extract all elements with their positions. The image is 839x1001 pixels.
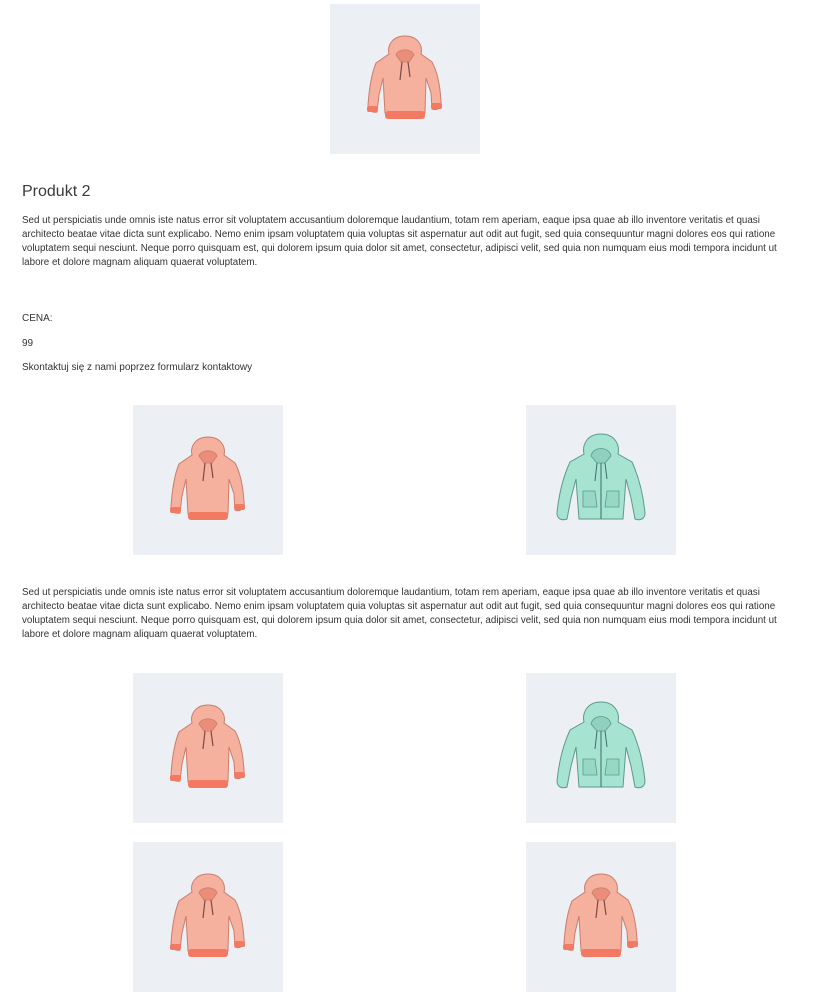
price-label: CENA: <box>22 313 53 324</box>
pink-hoodie-icon <box>168 434 248 526</box>
pink-hoodie-icon <box>561 871 641 963</box>
gallery-image <box>526 405 676 555</box>
price-value: 99 <box>22 338 34 349</box>
product-main-image <box>330 4 480 154</box>
pink-hoodie-icon <box>168 702 248 794</box>
mint-zip-hoodie-icon <box>553 699 649 797</box>
product-description: Sed ut perspiciatis unde omnis iste natus error sit voluptatem accusantium doloremque laudantium, totam rem aperiam, eaque ipsa quae ab illo inventore veritatis et quasi architecto beatae vitae dicta sunt explicabo. Nemo enim ipsam voluptatem quia voluptas sit aspernatur aut odit aut fugit, sed quia consequuntur magni dolores eos qui ratione voluptatem sequi nesciunt. Neque porro quisquam est, qui dolorem ipsum quia dolor sit amet, consectetur, adipisci velit, sed quia non numquam eius modi tempora incidunt ut labore et dolore magnam aliquam quaerat voluptatem. <box>22 215 777 268</box>
gallery-image <box>133 842 283 992</box>
gallery-image <box>133 673 283 823</box>
contact-text: Skontaktuj się z nami poprzez formularz kontaktowy <box>22 362 253 373</box>
product-description-secondary: Sed ut perspiciatis unde omnis iste natus error sit voluptatem accusantium doloremque laudantium, totam rem aperiam, eaque ipsa quae ab illo inventore veritatis et quasi architecto beatae vitae dicta sunt explicabo. Nemo enim ipsam voluptatem quia voluptas sit aspernatur aut odit aut fugit, sed quia consequuntur magni dolores eos qui ratione voluptatem sequi nesciunt. Neque porro quisquam est, qui dolorem ipsum quia dolor sit amet, consectetur, adipisci velit, sed quia non numquam eius modi tempora incidunt ut labore et dolore magnam aliquam quaerat voluptatem. <box>22 587 777 640</box>
gallery-image <box>526 673 676 823</box>
gallery-image <box>133 405 283 555</box>
pink-hoodie-icon <box>168 871 248 963</box>
mint-zip-hoodie-icon <box>553 431 649 529</box>
pink-hoodie-icon <box>365 33 445 125</box>
product-title: Produkt 2 <box>22 183 91 200</box>
gallery-image <box>526 842 676 992</box>
